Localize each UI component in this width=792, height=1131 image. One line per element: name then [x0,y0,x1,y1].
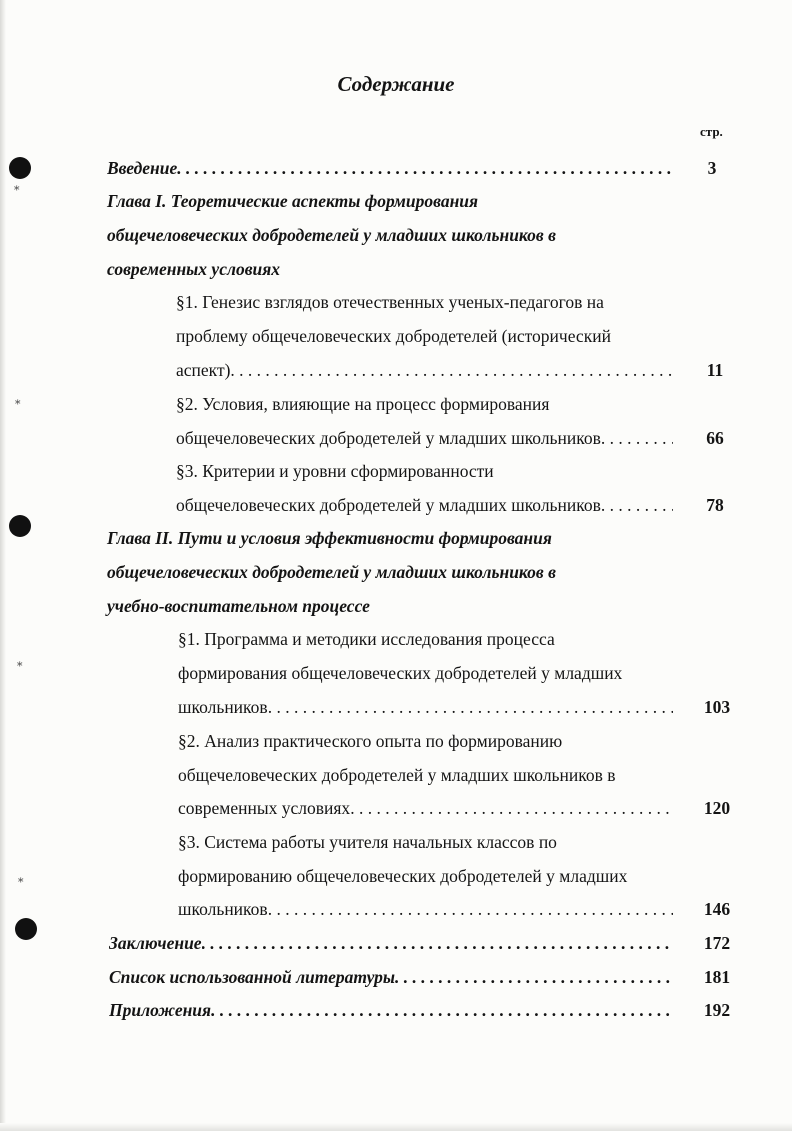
toc-entry-title: общечеловеческих добродетелей у младших школьников [176,495,601,515]
scan-speck: ⁎ [15,395,21,407]
toc-entry-title: общечеловеческих добродетелей у младших школьников [176,428,601,448]
toc-page-number: 66 [706,428,724,448]
toc-entry-title: школьников [178,899,268,919]
toc-page-number: 181 [703,967,731,987]
ch1-section-1-line-3[interactable] [176,355,673,385]
toc-page-number: 146 [703,899,731,919]
toc-page-number: 3 [707,158,717,178]
dot-leader [601,490,673,520]
dot-leader [601,423,673,453]
toc-page-number: 172 [703,933,731,953]
scan-speck: ⁎ [14,181,20,193]
dot-leader [268,894,673,924]
scan-edge-left [0,0,6,1131]
chapter-2-title-line-2[interactable]: общечеловеческих добродетелей у младших школьников в [107,562,556,582]
scan-speck: ⁎ [18,873,24,885]
chapter-1-title-line-3[interactable]: современных условиях [107,259,281,279]
dot-leader [268,692,673,722]
toc-entry-conclusion[interactable] [109,928,673,958]
punch-hole-3 [15,918,37,940]
ch1-section-1-line-1[interactable]: §1. Генезис взглядов отечественных ученых-педагогов на [176,292,604,312]
toc-entry-title: Список использованной литературы [109,967,396,987]
toc-entry-title: Заключение [109,933,202,953]
toc-entry-appendices[interactable] [109,995,673,1025]
chapter-1-title-line-2[interactable]: общечеловеческих добродетелей у младших школьников в [107,225,556,245]
punch-hole-2 [9,515,31,537]
toc-entry-title: школьников [178,697,268,717]
dot-leader [350,793,673,823]
ch2-section-2-line-2[interactable]: общечеловеческих добродетелей у младших школьников в [178,765,616,785]
ch2-section-3-line-2[interactable]: формированию общечеловеческих добродетелей у младших [178,866,628,886]
punch-hole-1 [9,157,31,179]
ch2-section-1-line-3[interactable] [178,692,673,722]
toc-entry-title: аспект) [176,360,231,380]
dot-leader [211,995,673,1025]
ch2-section-3-line-1[interactable]: §3. Система работы учителя начальных классов по [178,832,557,852]
ch2-section-1-line-2[interactable]: формирования общечеловеческих добродетелей у младших [178,663,623,683]
dot-leader [230,355,673,385]
scan-edge-bottom [0,1123,792,1131]
toc-page-number: 192 [703,1000,731,1020]
toc-entry-title: современных условиях [178,798,351,818]
toc-entry-title: Введение [107,158,178,178]
toc-page-number: 120 [703,798,731,818]
chapter-2-title-line-1[interactable]: Глава II. Пути и условия эффективности формирования [107,528,552,548]
toc-page-number: 103 [703,697,731,717]
dot-leader [202,928,673,958]
ch2-section-1-line-1[interactable]: §1. Программа и методики исследования процесса [178,629,555,649]
toc-page-number: 78 [706,495,724,515]
ch2-section-2-line-3[interactable] [178,793,673,823]
chapter-2-title-line-3[interactable]: учебно-воспитательном процессе [107,596,370,616]
toc-page-number: 11 [706,360,724,380]
scan-speck: ⁎ [17,657,23,669]
ch1-section-3-line-1[interactable]: §3. Критерии и уровни сформированности [176,461,494,481]
toc-title: Содержание [337,72,455,96]
toc-entry-bibliography[interactable] [109,962,673,992]
ch2-section-2-line-1[interactable]: §2. Анализ практического опыта по формированию [178,731,563,751]
ch1-section-3-line-2[interactable] [176,490,673,520]
ch1-section-1-line-2[interactable]: проблему общечеловеческих добродетелей (исторический [176,326,611,346]
chapter-1-title-line-1[interactable]: Глава I. Теоретические аспекты формирования [107,191,479,211]
ch2-section-3-line-3[interactable] [178,894,673,924]
toc-entry-introduction[interactable] [107,153,673,183]
ch1-section-2-line-1[interactable]: §2. Условия, влияющие на процесс формирования [176,394,550,414]
page-column-label: стр. [700,124,723,139]
dot-leader [177,153,673,183]
ch1-section-2-line-2[interactable] [176,423,673,453]
toc-entry-title: Приложения [109,1000,212,1020]
dot-leader [395,962,673,992]
